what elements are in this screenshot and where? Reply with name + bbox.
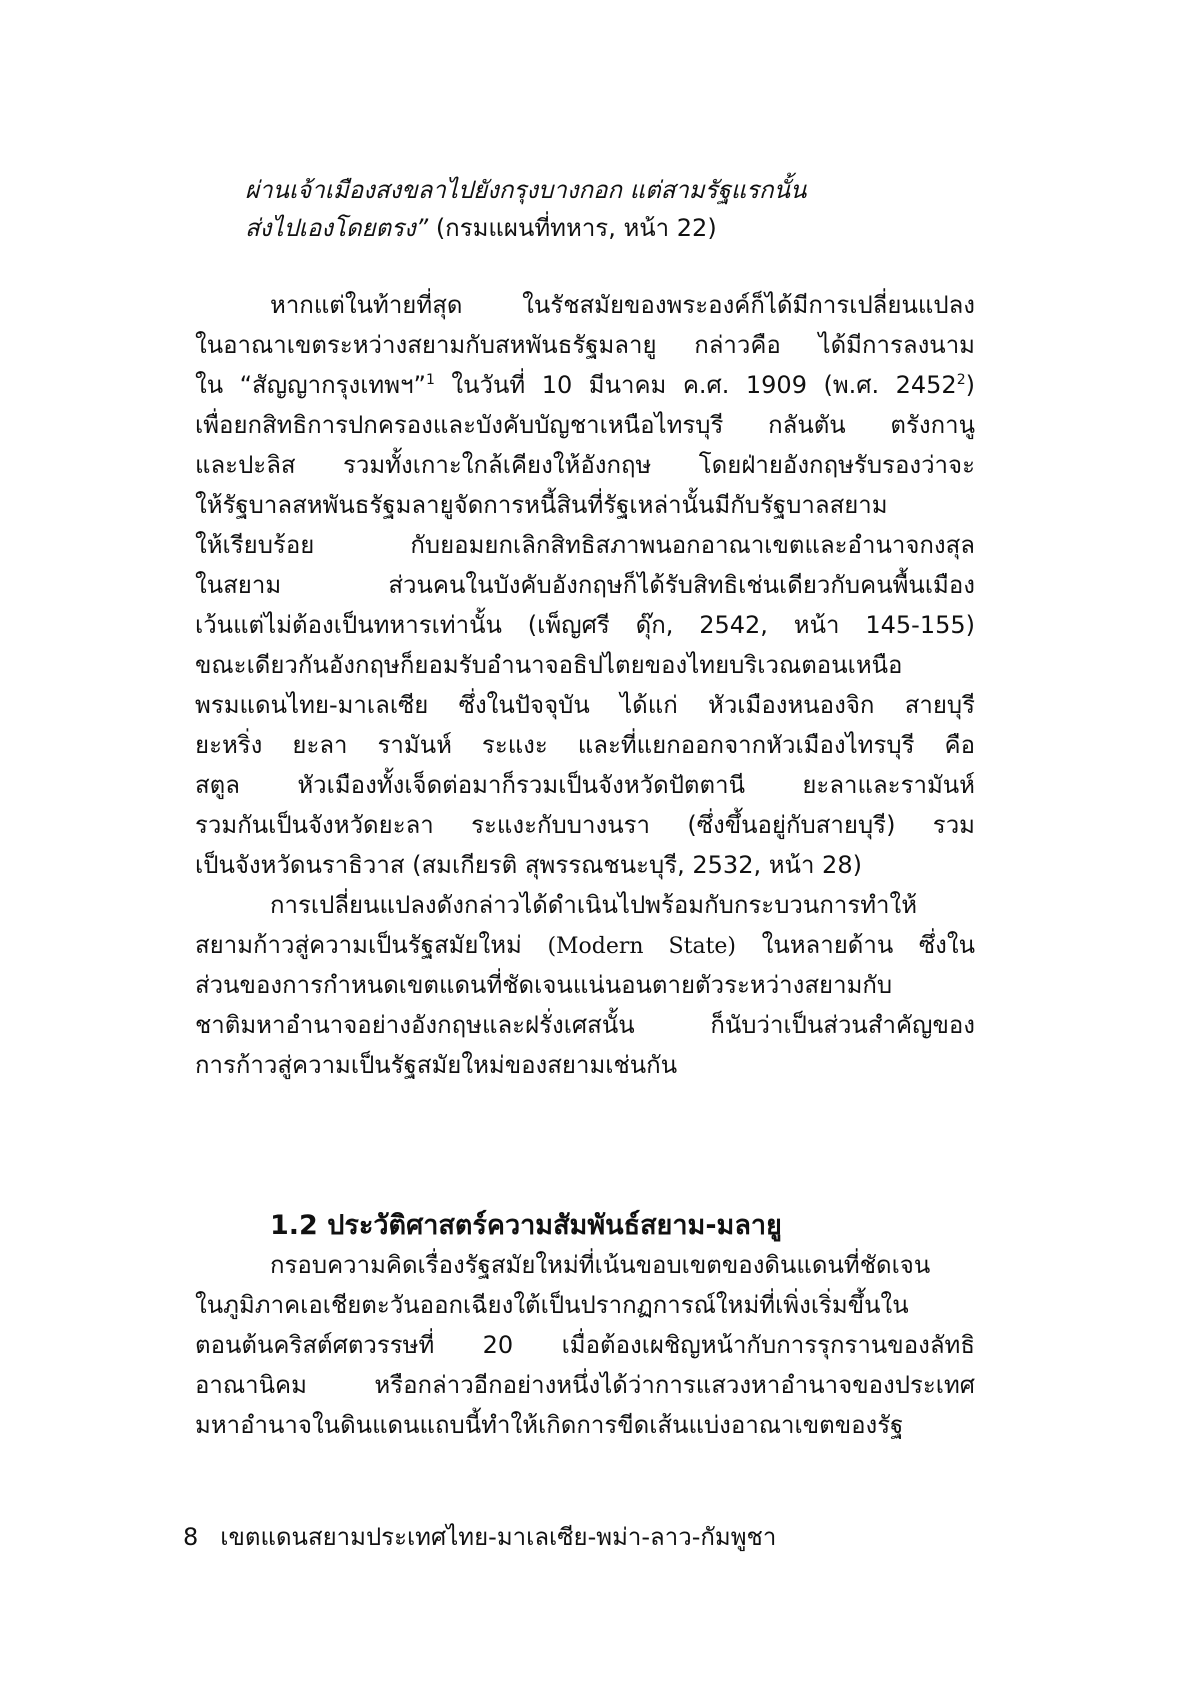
quote-line-2: ส่งไปเองโดยตรง” (กรมแผนที่ทหาร, หน้า 22) [245,214,717,242]
paragraph-1-line-5: และปะลิส รวมทั้งเกาะใกล้เคียงให้อังกฤษ โดยฝ่ายอังกฤษรับรองว่าจะ [195,451,975,479]
paragraph-1-line-9: เว้นแต่ไม่ต้องเป็นทหารเท่านั้น (เพ็ญศรี ดุ๊ก, 2542, หน้า 145-155) [195,611,975,639]
footnote-marker-1: 1 [425,372,435,388]
section-line-1: กรอบความคิดเรื่องรัฐสมัยใหม่ที่เน้นขอบเขตของดินแดนที่ชัดเจน [270,1251,931,1279]
paragraph-2-line-4: ชาติมหาอำนาจอย่างอังกฤษและฝรั่งเศสนั้น ก็นับว่าเป็นส่วนสำคัญของ [195,1011,975,1039]
paragraph-1-line-12: ยะหริ่ง ยะลา รามันห์ ระแงะ และที่แยกออกจากหัวเมืองไทรบุรี คือ [195,731,975,759]
quote-line-1: ผ่านเจ้าเมืองสงขลาไปยังกรุงบางกอก แต่สามรัฐแรกนั้น [245,176,807,204]
paragraph-1-line-15: เป็นจังหวัดนราธิวาส (สมเกียรติ สุพรรณชนะบุรี, 2532, หน้า 28) [195,851,862,879]
page-number: 8 [183,1523,199,1551]
paragraph-1-line-8: ในสยาม ส่วนคนในบังคับอังกฤษก็ได้รับสิทธิเช่นเดียวกับคนพื้นเมือง [195,571,975,599]
section-line-5: มหาอำนาจในดินแดนแถบนี้ทำให้เกิดการขีดเส้นแบ่งอาณาเขตของรัฐ [195,1411,904,1439]
paragraph-1-line-11: พรมแดนไทย-มาเลเซีย ซึ่งในปัจจุบัน ได้แก่ หัวเมืองหนองจิก สายบุรี [195,691,975,719]
paragraph-1-line-6: ให้รัฐบาลสหพันธรัฐมลายูจัดการหนี้สินที่รัฐเหล่านั้นมีกับรัฐบาลสยาม [195,491,888,519]
section-line-4: อาณานิคม หรือกล่าวอีกอย่างหนึ่งได้ว่าการแสวงหาอำนาจของประเทศ [195,1371,975,1399]
section-line-2: ในภูมิภาคเอเชียตะวันออกเฉียงใต้เป็นปรากฏการณ์ใหม่ที่เพิ่งเริ่มขึ้นใน [195,1291,909,1319]
section-heading: 1.2 ประวัติศาสตร์ความสัมพันธ์สยาม-มลายู [270,1210,782,1241]
running-title: เขตแดนสยามประเทศไทย-มาเลเซีย-พม่า-ลาว-กัมพูชา [220,1523,777,1551]
paragraph-1-line-1: หากแต่ในท้ายที่สุด ในรัชสมัยของพระองค์ก็ได้มีการเปลี่ยนแปลง [270,291,975,319]
page-footer [183,1520,776,1554]
paragraph-1-line-2: ในอาณาเขตระหว่างสยามกับสหพันธรัฐมลายู กล่าวคือ ได้มีการลงนาม [195,331,975,359]
paragraph-1-line-10: ขณะเดียวกันอังกฤษก็ยอมรับอำนาจอธิปไตยของไทยบริเวณตอนเหนือ [195,651,903,679]
modern-state-term: (Modern State) [547,934,737,959]
paragraph-1-line-3: ใน “สัญญากรุงเทพฯ”$^1$ ในวันที่ 10 มีนาคม ค.ศ. 1909 (พ.ศ. 2452$^2$) [195,371,975,399]
paragraph-2-line-5: การก้าวสู่ความเป็นรัฐสมัยใหม่ของสยามเช่นกัน [195,1051,678,1079]
paragraph-2-line-1: การเปลี่ยนแปลงดังกล่าวได้ดำเนินไปพร้อมกับกระบวนการทำให้ [270,891,918,919]
paragraph-1-line-14: รวมกันเป็นจังหวัดยะลา ระแงะกับบางนรา (ซึ่งขึ้นอยู่กับสายบุรี) รวม [195,811,975,839]
paragraph-1-line-7: ให้เรียบร้อย กับยอมยกเลิกสิทธิสภาพนอกอาณาเขตและอำนาจกงสุล [195,531,975,559]
paragraph-1-line-4: เพื่อยกสิทธิการปกครองและบังคับบัญชาเหนือไทรบุรี กลันตัน ตรังกานู [195,411,975,439]
paragraph-1-line-13: สตูล หัวเมืองทั้งเจ็ดต่อมาก็รวมเป็นจังหวัดปัตตานี ยะลาและรามันห์ [195,771,975,799]
paragraph-2-line-3: ส่วนของการกำหนดเขตแดนที่ชัดเจนแน่นอนตายตัวระหว่างสยามกับ [195,971,893,999]
paragraph-2-line-2: สยามก้าวสู่ความเป็นรัฐสมัยใหม่ (Modern State) ในหลายด้าน ซึ่งใน [195,931,975,959]
quote-citation: (กรมแผนที่ทหาร, หน้า 22) [428,214,717,242]
footnote-marker-2: 2 [956,372,966,388]
section-line-3: ตอนต้นคริสต์ศตวรรษที่ 20 เมื่อต้องเผชิญหน้ากับการรุกรานของลัทธิ [195,1331,975,1359]
